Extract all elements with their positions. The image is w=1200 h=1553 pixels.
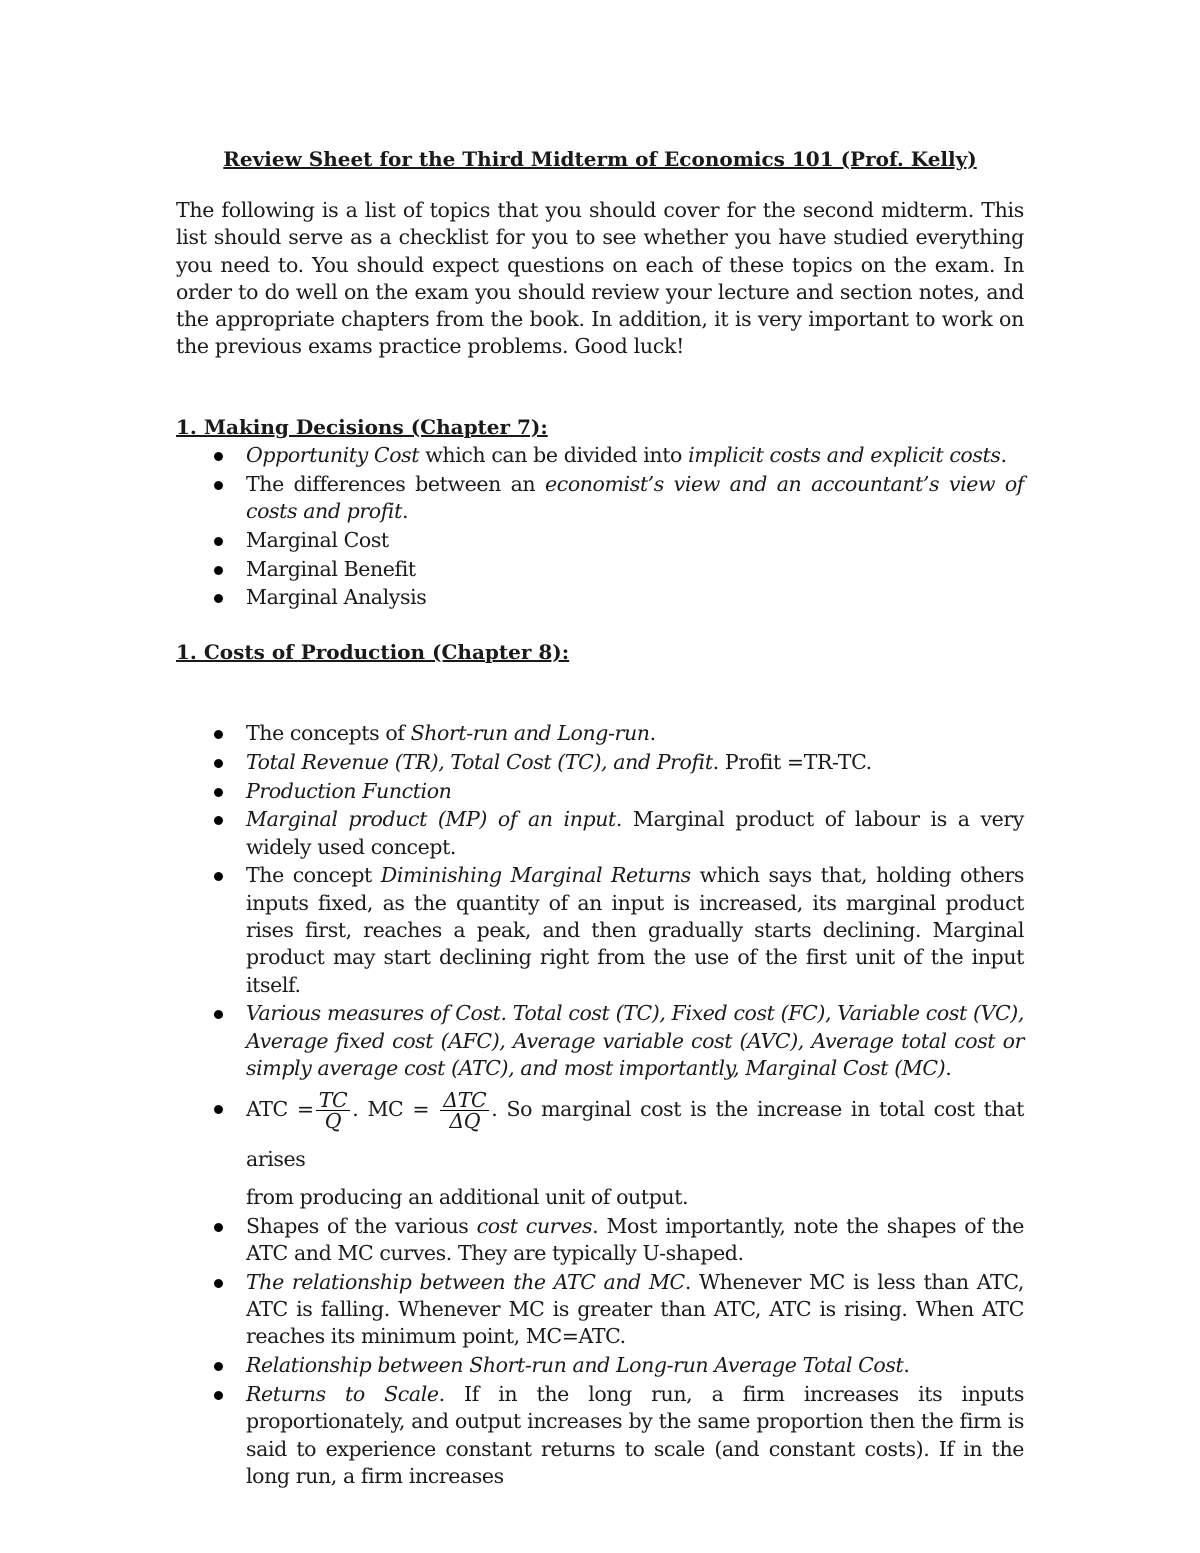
list-item-formula: ATC = $\frac{TC}{Q}$ . MC = $\frac{\text{ΔTC}}{\Delta Q}$ . So marginal cost is the increase in total cost that arises from producing an additional unit of output.: [176, 1084, 1024, 1211]
list-item: The differences between an economist’s view and an accountant’s view of costs and profit.: [176, 471, 1024, 526]
list-item: The relationship between the ATC and MC. Whenever MC is less than ATC, ATC is falling. Whenever MC is greater than ATC, ATC is rising. When ATC reaches its minimum point, MC=ATC.: [176, 1269, 1024, 1351]
intro-paragraph: The following is a list of topics that you should cover for the second midterm. This list should serve as a checklist for you to see whether you have studied everything you need to. You should expect questions on each of these topics on the exam. In order to do well on the exam you should review your lecture and section notes, and the appropriate chapters from the book. In addition, it is very important to work on the previous exams practice problems. Good luck!: [176, 198, 1024, 359]
bullet-icon: [214, 537, 223, 546]
list-item: The concepts of Short-run and Long-run.: [176, 720, 1024, 747]
bullet-icon: [214, 594, 223, 603]
bullet-icon: [214, 452, 223, 461]
bullet-icon: [214, 730, 223, 739]
list-item: Total Revenue (TR), Total Cost (TC), and Profit. Profit =TR-TC.: [176, 749, 1024, 776]
costs-of-production-list: [176, 720, 1024, 1492]
page-title: Review Sheet for the Third Midterm of Economics 101 (Prof. Kelly): [223, 147, 977, 171]
formula-line: ATC = $\frac{TC}{Q}$ . MC = $\frac{\text{ΔTC}}{\Delta Q}$ . So marginal cost is the increase in total cost that arises: [246, 1087, 1024, 1171]
list-item: Returns to Scale. If in the long run, a firm increases its inputs proportionately, and output increases by the same proportion then the firm is said to experience constant returns to scale (and constant costs). If in the long run, a firm increases: [176, 1381, 1024, 1490]
list-item: Marginal product (MP) of an input. Marginal product of labour is a very widely used concept.: [176, 806, 1024, 861]
bullet-icon: [214, 566, 223, 575]
bullet-icon: [214, 788, 223, 797]
making-decisions-list: [176, 442, 1024, 613]
mc-fraction: $\frac{\text{ΔTC}}{\Delta Q}$: [440, 1090, 489, 1131]
bullet-icon: [214, 1279, 223, 1288]
bullet-icon: [214, 759, 223, 768]
bullet-icon: [214, 816, 223, 825]
list-item: Shapes of the various cost curves. Most importantly, note the shapes of the ATC and MC curves. They are typically U-shaped.: [176, 1213, 1024, 1268]
bullet-icon: [214, 481, 223, 490]
list-item: Various measures of Cost. Total cost (TC), Fixed cost (FC), Variable cost (VC), Average fixed cost (AFC), Average variable cost (AVC), Average total cost or simply average cost (ATC), and most importantly, Marginal Cost (MC).: [176, 1000, 1024, 1082]
atc-fraction: $\frac{TC}{Q}$: [316, 1090, 351, 1131]
bullet-icon: [214, 1105, 223, 1114]
section-heading-costs-of-production: 1. Costs of Production (Chapter 8):: [176, 640, 570, 664]
bullet-icon: [214, 1010, 223, 1019]
bullet-icon: [214, 1362, 223, 1371]
list-item: Production Function: [176, 778, 1024, 805]
list-item: Opportunity Cost which can be divided into implicit costs and explicit costs.: [176, 442, 1024, 469]
list-item: Relationship between Short-run and Long-run Average Total Cost.: [176, 1352, 1024, 1379]
bullet-icon: [214, 1223, 223, 1232]
bullet-icon: [214, 872, 223, 881]
list-item: Marginal Benefit: [176, 556, 1024, 583]
list-item: Marginal Analysis: [176, 584, 1024, 611]
list-item: Marginal Cost: [176, 527, 1024, 554]
list-item: The concept Diminishing Marginal Returns which says that, holding others inputs fixed, as the quantity of an input is increased, its marginal product rises first, reaches a peak, and then gradually starts declining. Marginal product may start declining right from the use of the first unit of the input itself.: [176, 862, 1024, 998]
section-heading-making-decisions: 1. Making Decisions (Chapter 7):: [176, 415, 548, 439]
bullet-icon: [214, 1391, 223, 1400]
